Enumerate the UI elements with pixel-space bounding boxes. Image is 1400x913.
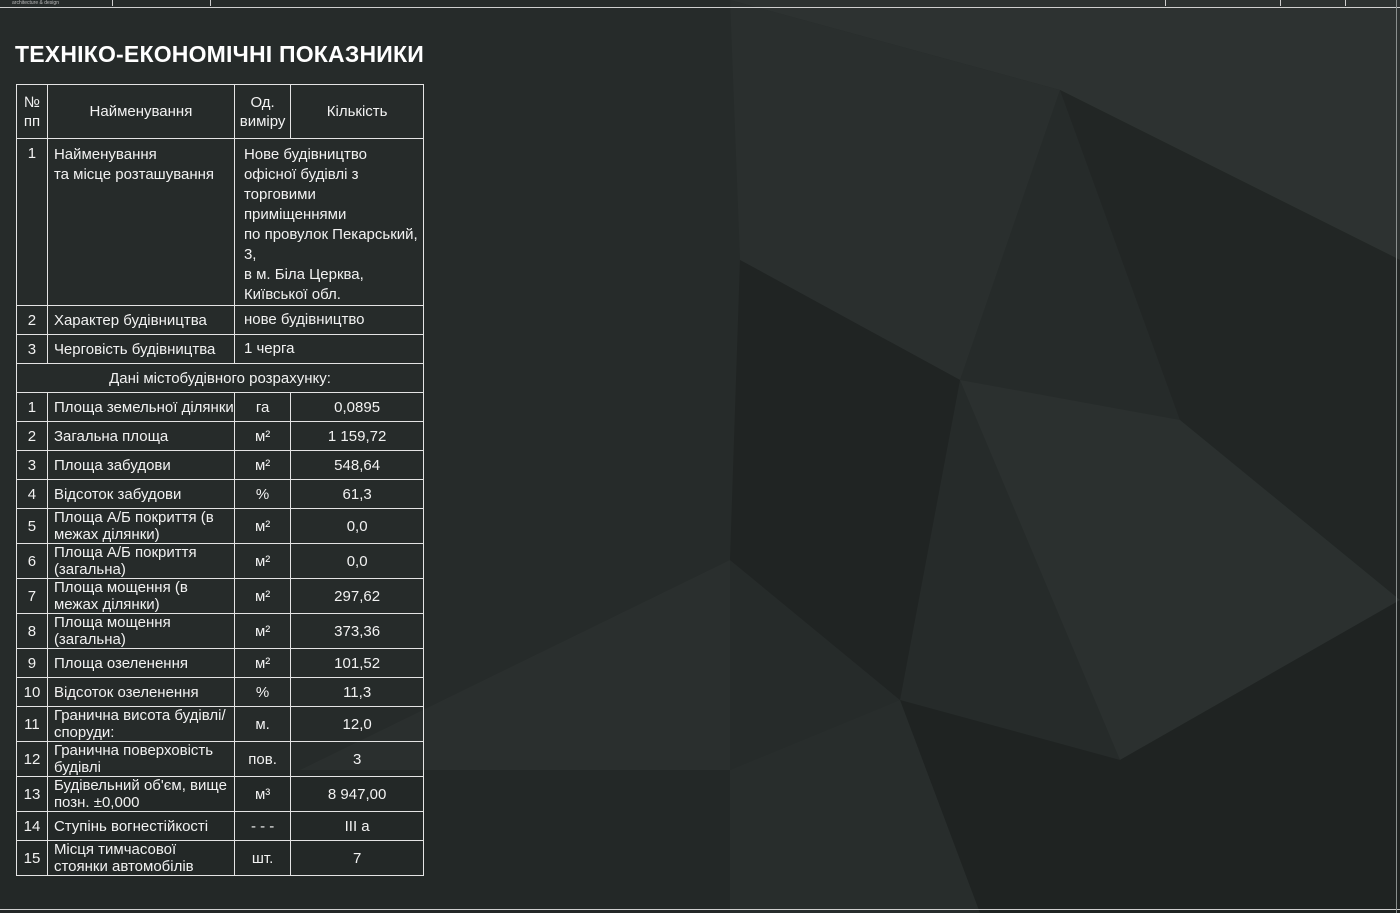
row-num: 7 <box>17 579 48 614</box>
table-row <box>17 614 424 649</box>
table-row <box>17 544 424 579</box>
row-num: 5 <box>17 509 48 544</box>
row-qty: 3 <box>291 742 424 777</box>
header-qty: Кількість <box>291 85 424 139</box>
row-name: Гранична поверховість будівлі <box>47 742 234 777</box>
row-num: 15 <box>17 841 48 876</box>
row-num: 2 <box>17 422 48 451</box>
row-unit: м² <box>234 579 290 614</box>
row-name: Місця тимчасової стоянки автомобілів <box>47 841 234 876</box>
row-name: Черговість будівництва <box>47 335 234 364</box>
document-content <box>15 37 424 875</box>
table-row <box>17 422 424 451</box>
table-row <box>17 649 424 678</box>
table-row <box>17 841 424 876</box>
row-qty: 1 159,72 <box>291 422 424 451</box>
row-unit: га <box>234 393 290 422</box>
row-name: Характер будівництва <box>47 306 234 335</box>
row-name: Площа А/Б покриття (загальна) <box>47 544 234 579</box>
table-row <box>17 480 424 509</box>
table-row <box>17 812 424 841</box>
frame-right-line <box>1396 0 1397 913</box>
row-num: 3 <box>17 335 48 364</box>
row-num: 9 <box>17 649 48 678</box>
row-num: 10 <box>17 678 48 707</box>
row-unit: м³ <box>234 777 290 812</box>
header-divider <box>1280 0 1281 6</box>
table-row <box>17 335 424 364</box>
row-num: 11 <box>17 707 48 742</box>
row-value: нове будівництво <box>234 306 423 335</box>
row-unit: - - - <box>234 812 290 841</box>
row-num: 14 <box>17 812 48 841</box>
row-value: Нове будівництво офісної будівлі з торговими приміщеннями по провулок Пекарський, 3, в м. Біла Церква, Київської обл. <box>234 139 423 306</box>
header-num: № пп <box>17 85 48 139</box>
logo-caption: architecture & design <box>12 0 113 6</box>
row-name: Відсоток забудови <box>47 480 234 509</box>
row-num: 4 <box>17 480 48 509</box>
row-unit: м² <box>234 614 290 649</box>
row-qty: III а <box>291 812 424 841</box>
header-divider <box>1345 0 1346 6</box>
row-unit: м. <box>234 707 290 742</box>
row-qty: 0,0 <box>291 509 424 544</box>
row-name: Площа мощення (загальна) <box>47 614 234 649</box>
row-name: Площа мощення (в межах ділянки) <box>47 579 234 614</box>
row-name: Гранична висота будівлі/споруди: <box>47 707 234 742</box>
indicators-table <box>16 84 424 876</box>
header-divider <box>1165 0 1166 6</box>
header-name: Найменування <box>47 85 234 139</box>
row-num: 3 <box>17 451 48 480</box>
row-name: Будівельний об'єм, вище позн. ±0,000 <box>47 777 234 812</box>
page-title: ТЕХНІКО-ЕКОНОМІЧНІ ПОКАЗНИКИ <box>15 41 424 67</box>
row-num: 2 <box>17 306 48 335</box>
table-row <box>17 139 424 306</box>
table-row <box>17 777 424 812</box>
row-value: 1 черга <box>234 335 423 364</box>
table-row <box>17 306 424 335</box>
row-name: Площа земельної ділянки <box>47 393 234 422</box>
row-name: Площа озеленення <box>47 649 234 678</box>
row-unit: шт. <box>234 841 290 876</box>
row-qty: 7 <box>291 841 424 876</box>
row-unit: м² <box>234 509 290 544</box>
table-row <box>17 707 424 742</box>
row-unit: % <box>234 480 290 509</box>
row-num: 13 <box>17 777 48 812</box>
header-strip <box>0 0 1400 8</box>
row-qty: 12,0 <box>291 707 424 742</box>
frame-bottom-line <box>0 909 1400 910</box>
header-divider <box>210 0 211 6</box>
header-unit: Од. виміру <box>234 85 290 139</box>
row-num: 8 <box>17 614 48 649</box>
row-num: 12 <box>17 742 48 777</box>
row-name: Відсоток озеленення <box>47 678 234 707</box>
row-unit: пов. <box>234 742 290 777</box>
table-row <box>17 742 424 777</box>
row-qty: 61,3 <box>291 480 424 509</box>
row-qty: 101,52 <box>291 649 424 678</box>
row-unit: м² <box>234 649 290 678</box>
row-num: 6 <box>17 544 48 579</box>
table-header-row <box>17 85 424 139</box>
table-row <box>17 678 424 707</box>
row-name: Ступінь вогнестійкості <box>47 812 234 841</box>
row-qty: 8 947,00 <box>291 777 424 812</box>
row-qty: 0,0895 <box>291 393 424 422</box>
table-row <box>17 393 424 422</box>
row-name: Площа забудови <box>47 451 234 480</box>
row-name: Площа А/Б покриття (в межах ділянки) <box>47 509 234 544</box>
row-name: Найменування та місце розташування <box>47 139 234 306</box>
row-name: Загальна площа <box>47 422 234 451</box>
table-row <box>17 579 424 614</box>
row-qty: 373,36 <box>291 614 424 649</box>
row-unit: м² <box>234 544 290 579</box>
row-num: 1 <box>17 139 48 306</box>
row-unit: % <box>234 678 290 707</box>
section-row <box>17 364 424 393</box>
row-qty: 297,62 <box>291 579 424 614</box>
row-unit: м² <box>234 451 290 480</box>
row-num: 1 <box>17 393 48 422</box>
section-title: Дані містобудівного розрахунку: <box>17 364 424 393</box>
row-qty: 548,64 <box>291 451 424 480</box>
row-qty: 0,0 <box>291 544 424 579</box>
row-qty: 11,3 <box>291 678 424 707</box>
table-row <box>17 509 424 544</box>
table-row <box>17 451 424 480</box>
row-unit: м² <box>234 422 290 451</box>
